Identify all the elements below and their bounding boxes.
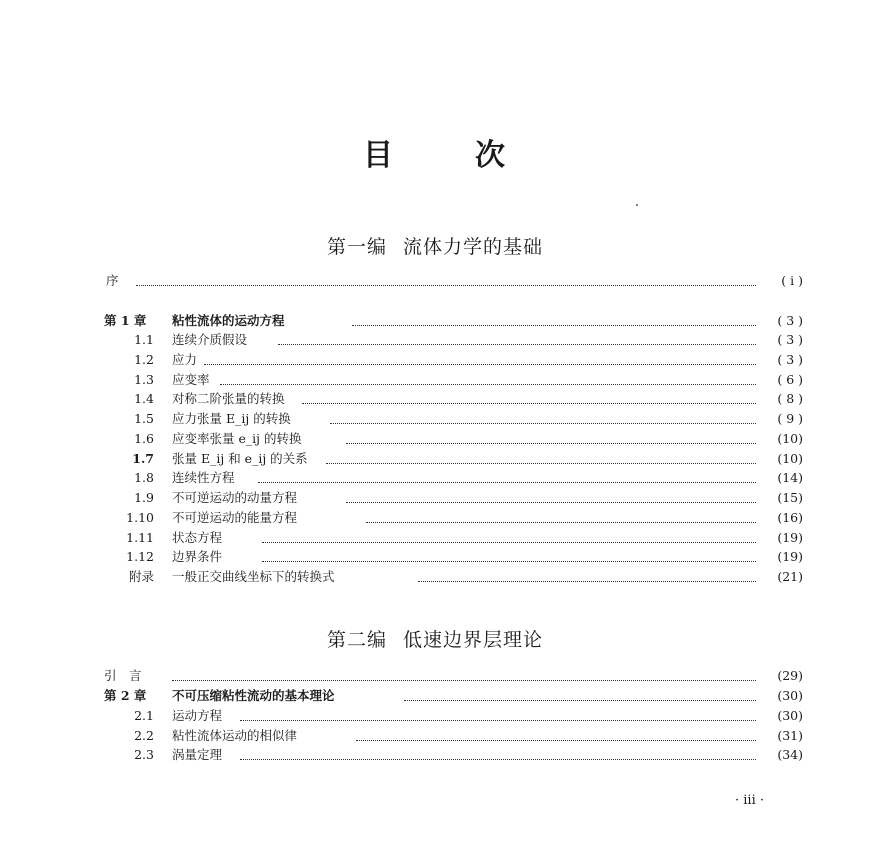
section-title: 应力 xyxy=(172,352,198,367)
section-title: 一般正交曲线坐标下的转换式 xyxy=(172,569,335,584)
entry-page: (34) xyxy=(777,747,803,762)
leader-dots xyxy=(356,720,756,741)
leader-dots xyxy=(366,502,756,523)
title-char-1: 目 xyxy=(363,138,395,173)
section-title: 不可逆运动的能量方程 xyxy=(172,510,298,525)
leader-dots xyxy=(352,305,756,326)
part-1-name: 流体力学的基础 xyxy=(403,236,544,258)
leader-dots xyxy=(172,660,756,681)
chapter-label: 第 2 章 xyxy=(104,688,147,703)
section-title: 粘性流体运动的相似律 xyxy=(172,728,298,743)
entry-label: 引 言 xyxy=(104,668,142,683)
section-title: 不可逆运动的动量方程 xyxy=(172,490,298,505)
entry-page: ( 9 ) xyxy=(777,411,803,426)
section-number: 附录 xyxy=(128,569,154,584)
leader-dots xyxy=(220,364,756,385)
leader-dots xyxy=(418,561,756,582)
entry-page: ( i ) xyxy=(781,273,803,288)
chapter-label: 第 1 章 xyxy=(104,313,147,328)
leader-dots xyxy=(262,522,756,543)
toc-entry-appendix[interactable] xyxy=(0,567,870,587)
leader-dots xyxy=(404,680,756,701)
leader-dots xyxy=(278,324,756,345)
leader-dots xyxy=(326,443,756,464)
section-title: 边界条件 xyxy=(172,549,223,564)
entry-label: 序 xyxy=(106,273,119,288)
chapter-title: 不可压缩粘性流动的基本理论 xyxy=(172,688,335,703)
section-number: 1.11 xyxy=(126,530,154,545)
page-number-footer: · iii · xyxy=(735,793,765,808)
part-2-label: 第二编 xyxy=(326,629,387,651)
part-1-heading xyxy=(0,232,870,259)
page-title xyxy=(0,130,870,174)
leader-dots xyxy=(240,700,756,721)
section-number: 1.10 xyxy=(126,510,154,525)
entry-page: (14) xyxy=(777,470,803,485)
part-2-name: 低速边界层理论 xyxy=(403,629,544,651)
toc-entry-2-3[interactable] xyxy=(0,745,870,765)
section-title: 涡量定理 xyxy=(172,747,223,762)
section-number: 1.4 xyxy=(134,391,154,406)
section-number: 1.5 xyxy=(134,411,154,426)
section-title: 张量 E_ij 和 e_ij 的关系 xyxy=(172,451,308,466)
entry-page: (29) xyxy=(777,668,803,683)
section-number: 1.8 xyxy=(134,470,154,485)
leader-dots xyxy=(330,403,756,424)
entry-page: ( 3 ) xyxy=(777,332,803,347)
entry-page: ( 3 ) xyxy=(777,313,803,328)
entry-page: ( 8 ) xyxy=(777,391,803,406)
section-number: 1.2 xyxy=(134,352,154,367)
entry-page: (30) xyxy=(777,708,803,723)
section-number: 1.9 xyxy=(134,490,154,505)
section-title: 连续介质假设 xyxy=(172,332,248,347)
section-number: 1.1 xyxy=(134,332,154,347)
leader-dots xyxy=(204,344,756,365)
leader-dots xyxy=(302,383,756,404)
entry-page: (10) xyxy=(777,451,803,466)
entry-page: ( 3 ) xyxy=(777,352,803,367)
section-number: 1.6 xyxy=(134,431,154,446)
section-title: 运动方程 xyxy=(172,708,223,723)
entry-page: (19) xyxy=(777,530,803,545)
entry-page: (21) xyxy=(777,569,803,584)
entry-page: (10) xyxy=(777,431,803,446)
section-number: 2.1 xyxy=(134,708,154,723)
entry-page: ( 6 ) xyxy=(777,372,803,387)
entry-page: (30) xyxy=(777,688,803,703)
section-title: 对称二阶张量的转换 xyxy=(172,391,285,406)
section-title: 状态方程 xyxy=(172,530,223,545)
entry-page: (31) xyxy=(777,728,803,743)
toc-entry-preface[interactable] xyxy=(0,271,870,291)
chapter-title: 粘性流体的运动方程 xyxy=(172,313,285,328)
scan-speck xyxy=(636,204,638,206)
section-number: 2.3 xyxy=(134,747,154,762)
section-number: 1.12 xyxy=(126,549,154,564)
leader-dots xyxy=(240,739,756,760)
leader-dots xyxy=(258,462,756,483)
section-number: 1.7 xyxy=(132,451,154,466)
section-title: 应变率张量 e_ij 的转换 xyxy=(172,431,302,446)
entry-page: (19) xyxy=(777,549,803,564)
section-title: 连续性方程 xyxy=(172,470,235,485)
leader-dots xyxy=(262,541,756,562)
part-1-label: 第一编 xyxy=(326,236,387,258)
section-title: 应变率 xyxy=(172,372,210,387)
part-2-heading xyxy=(0,625,870,652)
leader-dots xyxy=(346,482,756,503)
title-char-2: 次 xyxy=(475,138,507,173)
section-number: 1.3 xyxy=(134,372,154,387)
leader-dots xyxy=(136,265,756,286)
section-number: 2.2 xyxy=(134,728,154,743)
entry-page: (16) xyxy=(777,510,803,525)
entry-page: (15) xyxy=(777,490,803,505)
leader-dots xyxy=(346,423,756,444)
section-title: 应力张量 E_ij 的转换 xyxy=(172,411,291,426)
